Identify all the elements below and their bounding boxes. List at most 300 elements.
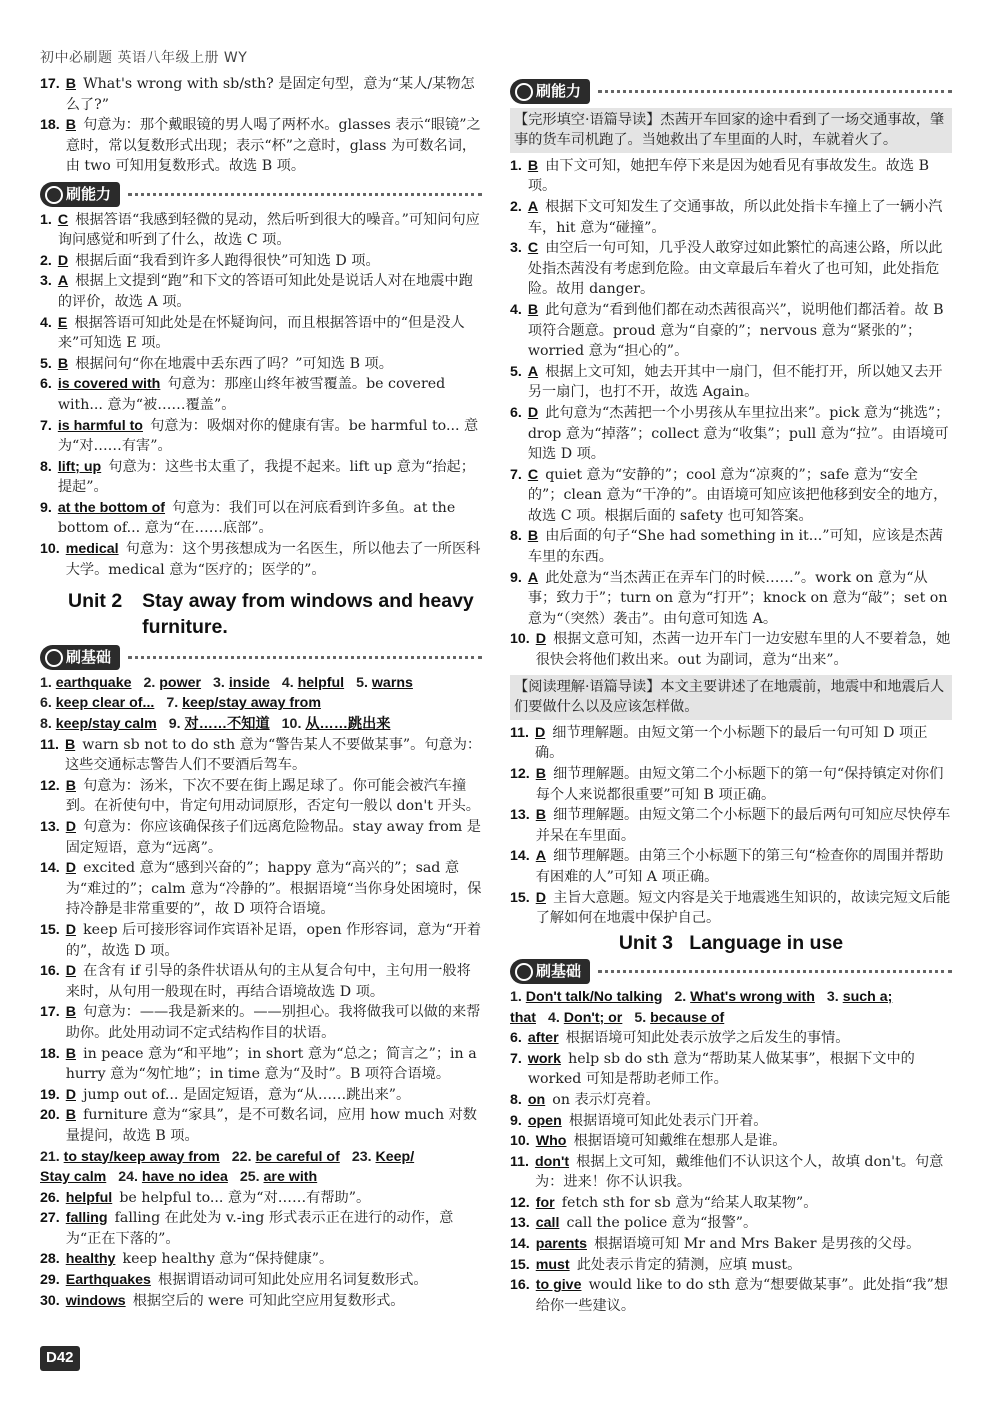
answer-key: parents — [535, 1236, 587, 1253]
item-number: 9. — [510, 1112, 522, 1129]
answer-key: earthquake — [55, 674, 132, 691]
item-number: 21. — [40, 1148, 64, 1165]
item-text: C 由空后一句可知，几乎没人敢穿过如此繁忙的高速公路，所以此处指杰茜没有考虑到危险。由文章最后车着火了也可知，此处指危险。故用 danger。 — [527, 240, 943, 298]
answer-key: falling — [65, 1210, 108, 1227]
item-text: at the bottom of 句意为：我们可以在河底看到许多鱼。at the bottom of... 意为“在……底部”。 — [57, 499, 456, 537]
answer-key: Keep/ — [375, 1148, 415, 1165]
item-text: call call the police 意为“报警”。 — [535, 1215, 758, 1232]
answer-key: B — [527, 157, 539, 174]
item-number: 15. — [510, 1256, 530, 1273]
item-number: 30. — [40, 1292, 60, 1309]
answer-key: that — [510, 1009, 537, 1026]
item-number: 11. — [40, 736, 59, 753]
answer-key: D — [65, 921, 76, 938]
answer-key: work — [527, 1050, 561, 1067]
item-number: 2. — [510, 198, 522, 215]
answer-key: open — [527, 1112, 562, 1129]
answer-item — [40, 1002, 482, 1043]
item-number: 27. — [40, 1210, 60, 1227]
answer-key: B — [65, 76, 76, 92]
answer-key: A — [57, 273, 69, 290]
answer-key: is covered with — [57, 376, 161, 393]
item-number: 10. — [40, 541, 60, 558]
reading-guide: 【阅读理解·语篇导读】本文主要讲述了在地震前，地震中和地震后人们要做什么以及应该怎样做。 — [510, 675, 952, 720]
item-number: 4. — [40, 314, 52, 331]
answer-key: Earthquakes — [65, 1272, 151, 1289]
item-text: D 细节理解题。由短文第一个小标题下的最后一句可知 D 项正确。 — [534, 724, 928, 762]
item-number: 14. — [510, 1236, 530, 1253]
unit-title — [68, 588, 482, 640]
answer-key: A — [527, 363, 539, 380]
answer-key: A — [527, 198, 539, 215]
item-text: falling falling 在此处为 v.-ing 形式表示正在进行的动作，意为“正在下落的”。 — [65, 1210, 454, 1247]
answer-key: A — [527, 569, 539, 586]
fill-answer — [40, 695, 154, 711]
answer-item — [510, 1090, 952, 1111]
answer-key: windows — [65, 1292, 126, 1309]
item-number: 4. — [510, 301, 522, 318]
fill-answer — [40, 1169, 106, 1185]
item-number: 29. — [40, 1272, 60, 1289]
answer-key: D — [65, 819, 76, 835]
answer-key: D — [534, 724, 546, 741]
answer-key: have no idea — [141, 1169, 228, 1186]
item-text: A 根据上文可知，她去开其中一扇门，但不能打开，所以她又去开另一扇门，也打不开，故选 Again。 — [527, 363, 943, 401]
item-text: A 此处意为“当杰茜正在弄车门的时候……”。work on 意为“从事；致力于”；turn on 意为“打开”；knock on 意为“敲”；set on 意为“（突然）袭击”。由句意可知选 A。 — [527, 569, 948, 627]
item-number: 8. — [510, 1091, 522, 1108]
answer-key: Who — [535, 1133, 567, 1150]
item-number: 24. — [118, 1169, 142, 1186]
item-text: lift; up 句意为：这些书太重了，我提不起来。lift up 意为“抬起；提起”。 — [57, 458, 475, 496]
fill-answer — [674, 989, 815, 1005]
item-number: 12. — [40, 777, 60, 794]
answer-item — [40, 539, 482, 580]
item-text: D keep 后可接形容词作宾语补足语，open 作形容词，意为“开着的”，故选 D 项。 — [65, 921, 482, 959]
item-number: 13. — [40, 819, 60, 835]
item-number: 23. — [351, 1148, 376, 1165]
answer-key: B — [527, 301, 539, 318]
item-number: 8. — [40, 716, 56, 733]
fill-answer — [548, 1010, 622, 1026]
item-text: C quiet 意为“安静的”；cool 意为“凉爽的”；safe 意为“安全的”；clean 意为“干净的”。由语境可知应该把他移到安全的地方，故选 C 项。根据后面的 safety 也可知答案。 — [527, 466, 948, 524]
item-number: 6. — [40, 695, 56, 712]
answer-item — [40, 1105, 482, 1146]
answer-item — [510, 1028, 952, 1049]
item-number: 1. — [40, 674, 56, 691]
item-text: B 细节理解题。由短文第二个小标题下的最后两句可知应尽快停车并呆在车里面。 — [535, 807, 951, 844]
item-text: B furniture 意为“家具”，是不可数名词，应用 how much 对数量提问，故选 B 项。 — [65, 1107, 477, 1144]
item-text: B 此句意为“看到他们都在动杰茜很高兴”，说明他们都活着。故 B 项符合题意。proud 意为“自豪的”；nervous 意为“紧张的”；worried 意为“担心的”。 — [527, 301, 944, 360]
item-text: B 由下文可知，她把车停下来是因为她看见有事故发生。故选 B 项。 — [527, 157, 930, 195]
item-number: 9. — [168, 716, 185, 733]
item-number: 13. — [510, 1215, 530, 1232]
item-number: 14. — [510, 848, 530, 865]
answer-key: D — [65, 963, 76, 980]
answer-key: don't — [534, 1153, 570, 1170]
answer-item — [40, 271, 482, 312]
answer-key: B — [57, 355, 69, 372]
answer-key: warns — [371, 674, 413, 691]
answer-item — [510, 764, 952, 805]
answer-key: C — [527, 466, 539, 483]
answer-item — [510, 403, 952, 465]
answer-item — [40, 74, 482, 115]
answer-key: D — [535, 889, 546, 906]
answer-key: must — [535, 1256, 570, 1273]
answer-key: Don't talk/No talking — [525, 988, 663, 1005]
answer-key: B — [535, 807, 546, 824]
item-text: after 根据语境可知此处表示放学之后发生的事情。 — [527, 1030, 850, 1047]
answer-key: What's wrong with — [690, 988, 815, 1005]
fill-answer — [143, 675, 201, 691]
answer-item — [40, 374, 482, 415]
item-number: 13. — [510, 807, 530, 824]
item-number: 12. — [510, 766, 530, 782]
item-text: D 主旨大意题。短文内容是关于地震逃生知识的，故读完短文后能了解如何在地震中保护自己。 — [535, 889, 951, 927]
item-number: 3. — [213, 674, 229, 691]
item-number: 1. — [510, 988, 526, 1005]
answer-key: helpful — [65, 1189, 113, 1206]
item-number: 5. — [40, 355, 52, 372]
item-text: D jump out of... 是固定短语，意为“从……跳出来”。 — [65, 1086, 411, 1103]
answer-key: inside — [228, 674, 270, 691]
item-text: windows 根据空后的 were 可知此空应用复数形式。 — [65, 1292, 405, 1309]
item-number: 10. — [281, 716, 306, 733]
answer-key: are with — [263, 1169, 318, 1186]
answer-key: Stay calm — [40, 1169, 107, 1186]
unit-number: Unit 3 — [618, 931, 674, 954]
answer-item — [40, 858, 482, 920]
answer-key: A — [535, 848, 546, 865]
item-text: B 句意为：那个戴眼镜的男人喝了两杯水。glasses 表示“眼镜”之意时，常以复数形式出现；表示“杯”之意时，glass 为可数名词，由 two 可知用复数形式。故选 B 项。 — [65, 117, 481, 175]
answer-item — [510, 888, 952, 929]
answer-key: because of — [650, 1009, 725, 1026]
item-number: 3. — [826, 988, 843, 1005]
item-number: 25. — [239, 1169, 264, 1186]
unit-title — [510, 933, 952, 954]
page-number: D42 — [40, 1346, 80, 1371]
fill-answer — [213, 675, 270, 691]
answer-item — [40, 354, 482, 375]
fill-answer — [166, 695, 321, 711]
fill-answer — [118, 1169, 228, 1185]
fill-answer — [352, 1149, 414, 1165]
section-header — [510, 959, 952, 984]
fill-row — [40, 693, 482, 714]
answer-item — [40, 735, 482, 776]
item-text: D 根据后面“我看到许多人跑得很快”可知选 D 项。 — [57, 252, 380, 269]
fill-answer — [510, 989, 662, 1005]
item-text: D 此句意为“杰茜把一个小男孩从车里拉出来”。pick 意为“挑选”；drop 意为“掉落”；collect 意为“收集”；pull 意为“拉”。由语境可知选 D 项。 — [527, 404, 950, 463]
answer-key: keep/stay away from — [182, 695, 321, 712]
answer-key: after — [527, 1030, 559, 1047]
fill-answer — [282, 675, 344, 691]
answer-key: D — [527, 404, 539, 421]
unit-name: Stay away from windows and heavy furniture. — [142, 590, 474, 639]
answer-key: B — [527, 528, 539, 545]
item-number: 2. — [40, 252, 52, 269]
answer-item — [40, 1208, 482, 1249]
answer-item — [40, 1270, 482, 1291]
item-text: Who 根据语境可知戴维在想那人是谁。 — [535, 1133, 787, 1150]
answer-key: be careful of — [255, 1148, 340, 1165]
item-number: 6. — [40, 376, 52, 393]
item-number: 9. — [510, 569, 522, 586]
item-text: to give would like to do sth 意为“想要做某事”。此处指“我”想给你一些建议。 — [535, 1277, 949, 1314]
answer-item — [40, 1188, 482, 1209]
answer-key: 从……跳出来 — [305, 716, 391, 733]
section-badge: 刷基础 — [510, 959, 590, 984]
answer-key: B — [65, 777, 76, 794]
answer-item — [510, 1193, 952, 1214]
answer-key: helpful — [297, 674, 345, 691]
answer-key: call — [535, 1215, 560, 1232]
item-text: medical 句意为：这个男孩想成为一名医生，所以他去了一所医科大学。medical 意为“医疗的；医学的”。 — [65, 541, 481, 578]
item-text: is covered with 句意为：那座山终年被雪覆盖。be covered with... 意为“被……覆盖”。 — [57, 376, 446, 413]
answer-item — [40, 817, 482, 858]
answer-item — [40, 416, 482, 457]
answer-key: D — [65, 860, 76, 877]
item-number: 9. — [40, 499, 52, 516]
answer-key: B — [64, 736, 76, 753]
item-text: is harmful to 句意为：吸烟对你的健康有害。be harmful to... 意为“对……有害”。 — [57, 417, 479, 455]
item-number: 5. — [356, 674, 372, 691]
item-number: 11. — [510, 724, 529, 741]
answer-item — [40, 313, 482, 354]
item-number: 8. — [40, 458, 52, 475]
fill-answer — [40, 1149, 220, 1165]
answer-item — [510, 1275, 952, 1316]
item-text: for fetch sth for sb 意为“给某人取某物”。 — [535, 1194, 818, 1211]
answer-key: B — [65, 117, 76, 134]
item-number: 6. — [510, 1030, 522, 1047]
item-number: 7. — [510, 466, 522, 483]
item-number: 22. — [231, 1148, 256, 1165]
item-text: open 根据语境可知此处表示门开着。 — [527, 1112, 768, 1129]
section-header — [40, 645, 482, 670]
item-number: 28. — [40, 1251, 60, 1268]
item-number: 15. — [510, 889, 530, 906]
answer-item — [40, 210, 482, 251]
item-text: don't 根据上文可知，戴维他们不认识这个人，故填 don't。句意为：进来！你不认识我。 — [534, 1153, 944, 1191]
answer-item — [510, 1213, 952, 1234]
answer-item — [40, 115, 482, 177]
item-text: B 句意为：——我是新来的。——别担心。我将做我可以做的来帮助你。此处用动词不定式结构作目的状语。 — [65, 1004, 481, 1041]
item-text: D 句意为：你应该确保孩子们远离危险物品。stay away from 是固定短语，意为“远离”。 — [65, 819, 481, 856]
item-text: B 由后面的句子“She had something in it...”可知，应该是杰茜车里的东西。 — [527, 528, 943, 566]
item-number: 19. — [40, 1086, 60, 1103]
answer-item — [510, 1049, 952, 1090]
answer-item — [40, 457, 482, 498]
answer-item — [510, 238, 952, 300]
answer-key: Don't; or — [563, 1009, 623, 1026]
answer-item — [510, 1152, 952, 1193]
answer-item — [40, 498, 482, 539]
item-number: 7. — [40, 417, 52, 434]
answer-key: to stay/keep away from — [63, 1148, 220, 1165]
item-number: 11. — [510, 1153, 529, 1170]
item-text: Earthquakes 根据谓语动词可知此处应用名词复数形式。 — [65, 1272, 428, 1289]
item-number: 7. — [510, 1050, 522, 1067]
item-number: 5. — [510, 363, 522, 380]
item-text: helpful be helpful to... 意为“对……有帮助”。 — [65, 1189, 371, 1206]
item-number: 16. — [40, 963, 60, 980]
answer-key: keep/stay calm — [55, 716, 157, 733]
item-text: B warn sb not to do sth 意为“警告某人不要做某事”。句意为：这些交通标志警告人们不要酒后驾车。 — [64, 736, 482, 774]
page-header: 初中必刷题 英语八年级上册 WY — [40, 50, 248, 66]
answer-item — [40, 776, 482, 817]
answer-item — [510, 197, 952, 238]
item-number: 1. — [40, 211, 52, 228]
answer-key: D — [65, 1086, 76, 1103]
item-text: A 根据下文可知发生了交通事故，所以此处指卡车撞上了一辆小汽车，hit 意为“碰撞”。 — [527, 198, 943, 236]
answer-item — [40, 920, 482, 961]
answer-item — [40, 961, 482, 1002]
answer-key: 对……不知道 — [184, 716, 270, 733]
item-text: B 根据问句“你在地震中丢东西了吗？”可知选 B 项。 — [57, 355, 393, 372]
answer-item — [510, 156, 952, 197]
item-number: 26. — [40, 1189, 60, 1206]
item-text: parents 根据语境可知 Mr and Mrs Baker 是男孩的父母。 — [535, 1236, 921, 1253]
left-column — [40, 74, 482, 1311]
unit-number: Unit 2 — [68, 590, 123, 613]
answer-key: B — [535, 766, 546, 782]
item-number: 2. — [674, 988, 691, 1005]
item-number: 7. — [166, 695, 183, 712]
item-number: 17. — [40, 1004, 60, 1021]
item-text: on on 表示灯亮着。 — [527, 1091, 660, 1108]
fill-answer — [827, 989, 892, 1005]
item-text: D 根据文意可知，杰茜一边开车门一边安慰车里的人不要着急，她很快会将他们救出来。out 为副词，意为“出来”。 — [535, 631, 951, 669]
unit-name: Language in use — [689, 931, 844, 954]
answer-item — [510, 362, 952, 403]
item-number: 14. — [40, 860, 60, 877]
item-number: 15. — [40, 921, 60, 938]
item-number: 4. — [548, 1009, 564, 1026]
answer-key: keep clear of... — [55, 695, 155, 712]
item-number: 8. — [510, 528, 522, 545]
item-number: 5. — [634, 1009, 651, 1026]
fill-answer — [169, 716, 270, 732]
answer-item — [510, 1131, 952, 1152]
answer-item — [510, 723, 952, 764]
answer-item — [510, 1234, 952, 1255]
answer-item — [510, 629, 952, 670]
answer-item — [40, 1249, 482, 1270]
item-text: B 细节理解题。由短文第二个小标题下的第一句“保持镇定对你们每个人来说都很重要”可知 B 项正确。 — [535, 766, 944, 803]
answer-key: D — [535, 631, 546, 648]
item-number: 18. — [40, 1045, 60, 1062]
section-header — [510, 79, 952, 104]
item-number: 10. — [510, 1133, 530, 1150]
fill-answer — [240, 1169, 317, 1185]
fill-answer — [282, 716, 391, 732]
item-text: A 根据上文提到“跑”和下文的答语可知此处是说话人对在地震中跑的评价，故选 A 项。 — [57, 273, 473, 310]
answer-item — [510, 526, 952, 567]
item-number: 16. — [510, 1277, 530, 1294]
answer-item — [510, 1255, 952, 1276]
item-text: C 根据答语“我感到轻微的晃动，然后听到很大的噪音。”可知问句应询问感觉和听到了什么，故选 C 项。 — [57, 211, 480, 249]
item-number: 1. — [510, 157, 522, 174]
item-number: 3. — [510, 240, 522, 257]
section-header — [40, 182, 482, 207]
fill-row — [510, 1008, 952, 1029]
answer-key: C — [57, 211, 69, 228]
item-number: 17. — [40, 76, 60, 92]
item-text: A 细节理解题。由第三个小标题下的第三句“检查你的周围并帮助有困难的人”可知 A 项正确。 — [535, 848, 944, 885]
answer-key: E — [57, 314, 68, 331]
item-text: D excited 意为“感到兴奋的”；happy 意为“高兴的”；sad 意为“难过的”；calm 意为“冷静的”。根据语境“当你身处困境时，保持冷静是非常重要的”，故 D 项符合语境。 — [65, 860, 482, 918]
item-number: 4. — [281, 674, 298, 691]
item-number: 12. — [510, 1194, 530, 1211]
fill-row — [510, 987, 952, 1008]
answer-key: B — [65, 1045, 76, 1062]
answer-key: D — [57, 252, 69, 269]
item-text: B What's wrong with sb/sth? 是固定句型，意为“某人/某物怎么了?” — [65, 76, 475, 113]
item-text: must 此处表示肯定的猜测，应填 must。 — [535, 1256, 802, 1273]
answer-key: B — [65, 1004, 76, 1021]
answer-key: is harmful to — [57, 417, 143, 434]
fill-row — [40, 673, 482, 694]
answer-key: for — [535, 1194, 555, 1211]
fill-answer — [634, 1010, 724, 1026]
answer-key: B — [65, 1107, 76, 1124]
answer-key: power — [159, 674, 202, 691]
item-number: 10. — [510, 631, 530, 648]
item-number: 20. — [40, 1107, 60, 1124]
answer-key: to give — [535, 1277, 582, 1294]
fill-row — [40, 1147, 482, 1168]
answer-key: lift; up — [57, 458, 102, 475]
answer-key: medical — [65, 541, 119, 558]
item-text: D 在含有 if 引导的条件状语从句的主从复合句中，主句用一般将来时，从句用一般现在时，再结合语境故选 D 项。 — [65, 963, 471, 1000]
item-number: 6. — [510, 404, 522, 421]
answer-key: at the bottom of — [57, 499, 166, 516]
answer-item — [510, 1111, 952, 1132]
reading-guide: 【完形填空·语篇导读】杰茜开车回家的途中看到了一场交通事故，肇事的货车司机跑了。当她救出了车里面的人时，车就着火了。 — [510, 108, 952, 153]
item-number: 3. — [40, 273, 52, 290]
answer-item — [510, 300, 952, 362]
section-badge: 刷能力 — [40, 182, 120, 207]
fill-answer — [40, 716, 157, 732]
answer-key: such a; — [842, 988, 893, 1005]
fill-answer — [40, 675, 131, 691]
item-text: B in peace 意为“和平地”；in short 意为“总之；简言之”；in a hurry 意为“匆忙地”；in time 意为“及时”。B 项符合语境。 — [65, 1045, 477, 1083]
answer-item — [510, 805, 952, 846]
item-text: work help sb do sth 意为“帮助某人做某事”，根据下文中的 worked 可知是帮助老师工作。 — [527, 1050, 915, 1088]
answer-item — [510, 465, 952, 527]
answer-item — [40, 1085, 482, 1106]
fill-answer — [510, 1010, 536, 1026]
item-number: 2. — [143, 674, 160, 691]
fill-row — [40, 714, 482, 735]
section-badge: 刷基础 — [40, 645, 120, 670]
answer-item — [510, 846, 952, 887]
fill-answer — [232, 1149, 340, 1165]
answer-key: C — [527, 240, 539, 257]
answer-item — [40, 251, 482, 272]
answer-item — [40, 1044, 482, 1085]
right-column — [510, 74, 952, 1316]
item-text: healthy keep healthy 意为“保持健康”。 — [65, 1251, 334, 1268]
fill-answer — [356, 675, 413, 691]
item-text: B 句意为：汤米，下次不要在街上踢足球了。你可能会被汽车撞到。在祈使句中，肯定句用动词原形，否定句一般以 don't 开头。 — [65, 777, 480, 815]
answer-key: healthy — [65, 1251, 116, 1268]
fill-row — [40, 1167, 482, 1188]
answer-key: on — [527, 1091, 546, 1108]
item-number: 18. — [40, 117, 60, 134]
answer-item — [510, 568, 952, 630]
